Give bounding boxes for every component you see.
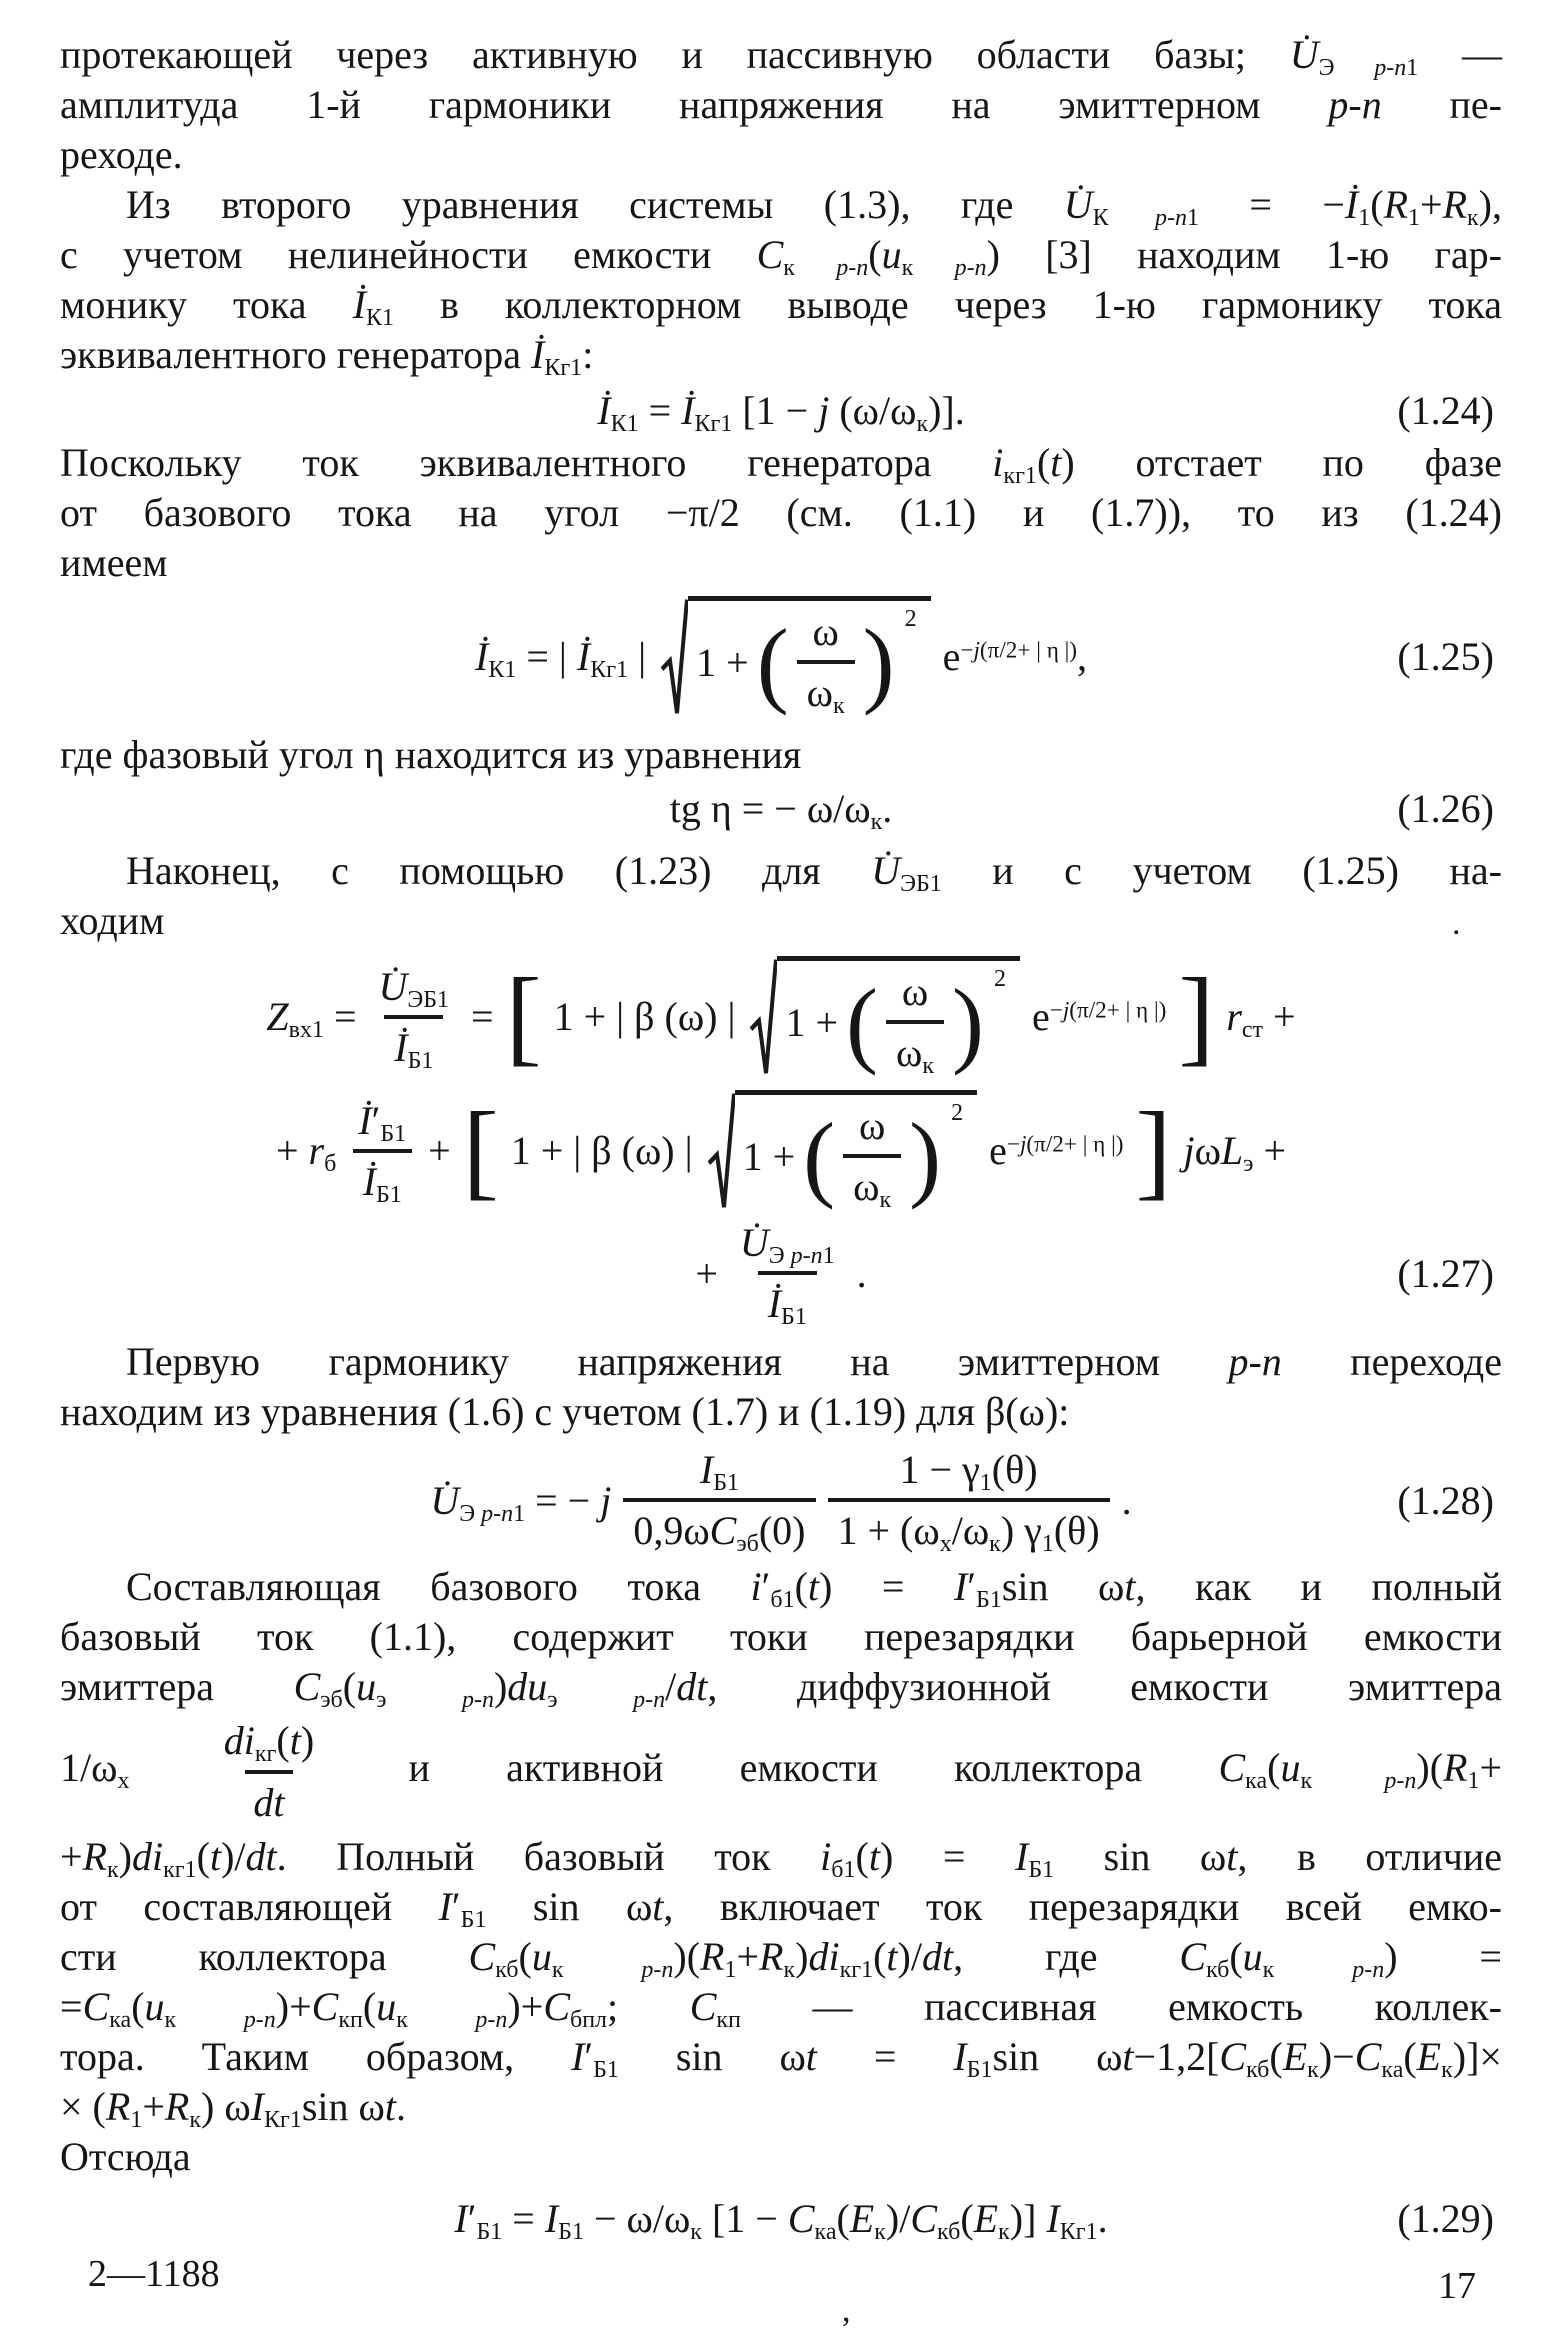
period: .: [1121, 1477, 1132, 1523]
text-line: монику тока $İ_{К1}$ в коллекторном выводе через 1-ю гармонику тока: [60, 282, 1503, 332]
equation-1-25: [60, 596, 1502, 718]
scan-speck: ,: [842, 2292, 851, 2329]
fraction: [348, 1097, 416, 1208]
denominator: $İ_{Б1}$: [758, 1271, 817, 1327]
text-line-with-fraction: [60, 1712, 1502, 1832]
exponential-term: [943, 634, 1087, 680]
denominator: $0,9\omega C_{эб}(0)$: [623, 1498, 815, 1554]
equation-text: $U̇_{Э p-n1}$ = − j: [430, 1477, 612, 1527]
text-line: эмиттера $C_{эб}(u_{э p-n})du_{э p-n}/dt$, диффузионной емкости эмиттера: [60, 1664, 1502, 1714]
paragraph-1: [60, 30, 1502, 180]
text-line: $=C_{ка}(u_{к p-n})+C_{кп}(u_{к p-n})+C_{бпл}$; $C_{кп}$ — пассивная емкость коллек-: [60, 1984, 1502, 2034]
equation-text: 1 + | β (ω) |: [553, 994, 736, 1039]
text-line: Первую гармонику напряжения на эмиттерном p-n переходе: [126, 1339, 1502, 1384]
equation-text: $I'_{Б1} = I_{Б1} - \omega/\omega_к$ $[1 - C_{ка}(E_к)/C_{кб}(E_к)]$ $I_{Кг1}$.: [454, 2196, 1108, 2246]
equation-number: (1.26): [1397, 786, 1494, 831]
e-exponent: −j(π/2+ | η |): [1049, 997, 1167, 1024]
scan-speck: .: [1452, 905, 1461, 942]
text-line: Составляющая базового тока $i'_{б1}(t) = I'_{Б1}\sin$ ωt, как и полный: [126, 1564, 1502, 1614]
power-exponent: 2: [951, 1100, 964, 1126]
text-chunk: и активной емкости коллектора $C_{ка}(u_{к p-n})(R_1+$: [408, 1745, 1503, 1795]
text-line: ходим: [60, 898, 165, 943]
text-line: × $(R_1+R_к)$ $\omega I_{Кг1}\sin$ ωt.: [60, 2084, 406, 2134]
denominator: dt: [245, 1770, 292, 1828]
radical: [707, 1090, 978, 1212]
radical: [660, 596, 931, 718]
numerator: $1 - \gamma_1(\theta)$: [899, 1447, 1038, 1497]
period: .: [856, 1250, 867, 1296]
text-line: от составляющей $I'_{Б1}$ sin ωt, включает ток перезарядки всей емко-: [60, 1884, 1502, 1934]
paragraph-6: [60, 1562, 1502, 2182]
numerator: ω: [858, 1103, 886, 1148]
text-line: Отсюда: [60, 2134, 191, 2179]
text-line: эквивалентного генератора $İ_{Кг1}$:: [60, 332, 594, 382]
paragraph-4: [60, 846, 1502, 946]
text-line: Поскольку ток эквивалентного генератора $i_{кг1}(t)$ отстает по фазе: [60, 440, 1502, 490]
numerator: ω: [812, 609, 839, 654]
e-exponent: −j(π/2+ | η |): [1006, 1131, 1124, 1158]
numerator: ω: [901, 969, 929, 1014]
radicand: 1 + ( $\frac{\omega}{\omega_к}$ ) 2: [777, 956, 1020, 1078]
equals-sign: =: [471, 994, 494, 1039]
equation-number: (1.25): [1397, 634, 1494, 679]
equation-body: [695, 1220, 867, 1331]
radicand-text: 1 +: [742, 1133, 796, 1179]
numerator: $U̇_{Э p-n1}$: [739, 1220, 835, 1270]
numerator: $İ'_{Б1}$: [358, 1097, 407, 1147]
radicand: 1 + ( $\frac{\omega}{\omega_к}$ ) 2: [735, 1090, 978, 1212]
text-line: с учетом нелинейности емкости $C_{к p-n}(u_{к p-n})$ [3] находим 1-ю гар-: [60, 232, 1502, 282]
radical-sign-icon: [660, 596, 688, 718]
text-line: амплитуда 1-й гармоники напряжения на эмиттерном p-n пе-: [60, 82, 1502, 127]
e-exponent: −j(π/2+ | η |): [960, 637, 1077, 664]
equation-text: 1 + | β (ω) |: [510, 1128, 693, 1173]
fraction: [828, 1447, 1110, 1558]
equation-number: (1.27): [1397, 1250, 1494, 1296]
page-footer: [60, 2252, 1502, 2308]
radical-sign-icon: [707, 1090, 735, 1212]
denominator: $1 + (\omega_х/\omega_к)$ $\gamma_1(\theta)$: [828, 1498, 1110, 1554]
denominator: $İ_{Б1}$: [353, 1149, 412, 1205]
radicand-text: 1 +: [696, 639, 749, 685]
numerator: $I_{Б1}$: [699, 1447, 739, 1497]
paragraph-2: [60, 180, 1502, 380]
equation-number: (1.29): [1397, 2196, 1494, 2241]
text-line: тора. Таким образом, $I'_{Б1}$ $\sin \omega t = I_{Б1}\sin$ $\omega t-1,2[C_{кб}(E_к)-C_{ка}(E_к)]\times$: [60, 2034, 1502, 2084]
trailing-comma: ,: [1077, 634, 1087, 679]
exponential-term: [1032, 994, 1166, 1040]
radicand-text: 1 +: [785, 999, 839, 1045]
numerator: $di_{кг}(t)$: [223, 1718, 315, 1768]
text-line: Из второго уравнения системы (1.3), где $U̇_{К p-n1}$ = $-İ_1(R_1+R_к)$,: [126, 182, 1502, 232]
fraction: [623, 1447, 815, 1558]
equation-number: (1.28): [1397, 1477, 1494, 1523]
paragraph-3: [60, 438, 1502, 588]
text-line: реходе.: [60, 132, 183, 177]
equation-text: $İ_{К1}$ = $İ_{Кг1}$ [1 − j $(\omega/\omega_к)$].: [597, 388, 965, 438]
text-line: Наконец, с помощью (1.23) для $U̇_{ЭБ1}$ и с учетом (1.25) на-: [126, 848, 1503, 898]
equation-1-29: [60, 2196, 1502, 2246]
equation-1-27-line1: [60, 956, 1502, 1078]
equation-body: [475, 596, 1087, 718]
radical: [749, 956, 1020, 1078]
equation-body: [597, 388, 965, 438]
equation-body: + $r_б$ $\frac{İ'_{Б1}}{İ_{Б1}}$ + [ 1 + | β (ω) | 1 + ( $\frac{\omega}{\omega_к}$ ) 2 $e^{-j(\pi/2+ | \eta |)}$ ] jωL$_э$ +: [275, 1091, 1287, 1214]
text-chunk: $1/\omega_х$: [60, 1745, 130, 1795]
power-exponent: 2: [993, 966, 1006, 992]
numerator: $U̇_{ЭБ1}$: [378, 963, 450, 1013]
radicand: 1 + ( $\frac{\omega}{\omega_к}$ ) 2: [688, 596, 931, 718]
fraction: [730, 1220, 845, 1331]
equation-text: jωL$_э$ +: [1183, 1128, 1287, 1178]
fraction: [886, 969, 944, 1080]
page-number: 17: [1438, 2265, 1476, 2307]
equation-1-24: [60, 388, 1502, 438]
equation-text: + $r_б$: [275, 1128, 337, 1178]
denominator: $\omega_к$: [886, 1020, 944, 1076]
e-base: e: [1031, 994, 1050, 1039]
text-line: протекающей через активную и пассивную области базы; $U̇_{Э p-n1}$ —: [60, 32, 1503, 82]
denominator: $İ_{Б1}$: [384, 1015, 443, 1071]
exponential-term: [989, 1128, 1123, 1174]
printers-signature: 2—1188: [88, 2253, 220, 2295]
equation-text: $r_{ст}$ +: [1226, 994, 1296, 1044]
equation-body: $Z_{вх1}$ = $\frac{U̇_{ЭБ1}}{İ_{Б1}}$ = [ 1 + | β (ω) | 1 + ( $\frac{\omega}{\omega_к}$ ) 2 $e^{-j(\pi/2+ | \eta |)}$ ] $r_{ст}$ +: [266, 957, 1296, 1080]
fraction: [797, 609, 855, 720]
equation-1-26: [60, 786, 1502, 836]
text-line: $+R_к)di_{кг1}(t)/dt$. Полный базовый ток $i_{б1}(t) = I_{Б1}$ sin ωt, в отличие: [60, 1834, 1502, 1884]
e-base: e: [942, 634, 961, 679]
text-line: от базового тока на угол −π/2 (см. (1.1) и (1.7)), то из (1.24): [60, 490, 1502, 535]
equation-1-27-line3: [60, 1220, 1502, 1331]
equation-body: [669, 786, 893, 836]
equation-body: [430, 1447, 1132, 1558]
power-exponent: 2: [904, 606, 917, 632]
denominator: $\omega_к$: [843, 1154, 901, 1210]
equation-number: (1.24): [1397, 388, 1494, 433]
equation-text: $İ_{К1}$ = | $İ_{Кг1}$ |: [475, 634, 647, 684]
e-base: e: [989, 1128, 1007, 1173]
fraction: [843, 1103, 901, 1214]
text-line: где фазовый угол η находится из уравнения: [60, 732, 802, 777]
plus-sign: +: [695, 1250, 718, 1296]
paragraph-5: [60, 1337, 1502, 1437]
text-line: сти коллектора $C_{кб}(u_{к p-n})(R_1+R_к)di_{кг1}(t)/dt$, где $C_{кб}(u_{к p-n})$ =: [60, 1934, 1502, 1984]
equation-body: [454, 2196, 1108, 2246]
denominator: $\omega_к$: [797, 660, 855, 716]
equation-1-28: [60, 1447, 1502, 1558]
equation-1-27-line2: [60, 1090, 1502, 1212]
text-line: имеем: [60, 540, 168, 585]
text-line: базовый ток (1.1), содержит токи перезарядки барьерной емкости: [60, 1614, 1502, 1659]
radical-sign-icon: [749, 956, 777, 1078]
fraction: [369, 963, 460, 1074]
equation-text: tg η = − $\omega/\omega_к$.: [669, 786, 893, 836]
equation-text: $Z_{вх1}$ =: [266, 994, 357, 1044]
text-line: находим из уравнения (1.6) с учетом (1.7) и (1.19) для β(ω):: [60, 1389, 1070, 1434]
plus-sign: +: [428, 1128, 451, 1173]
fraction: [216, 1716, 322, 1828]
